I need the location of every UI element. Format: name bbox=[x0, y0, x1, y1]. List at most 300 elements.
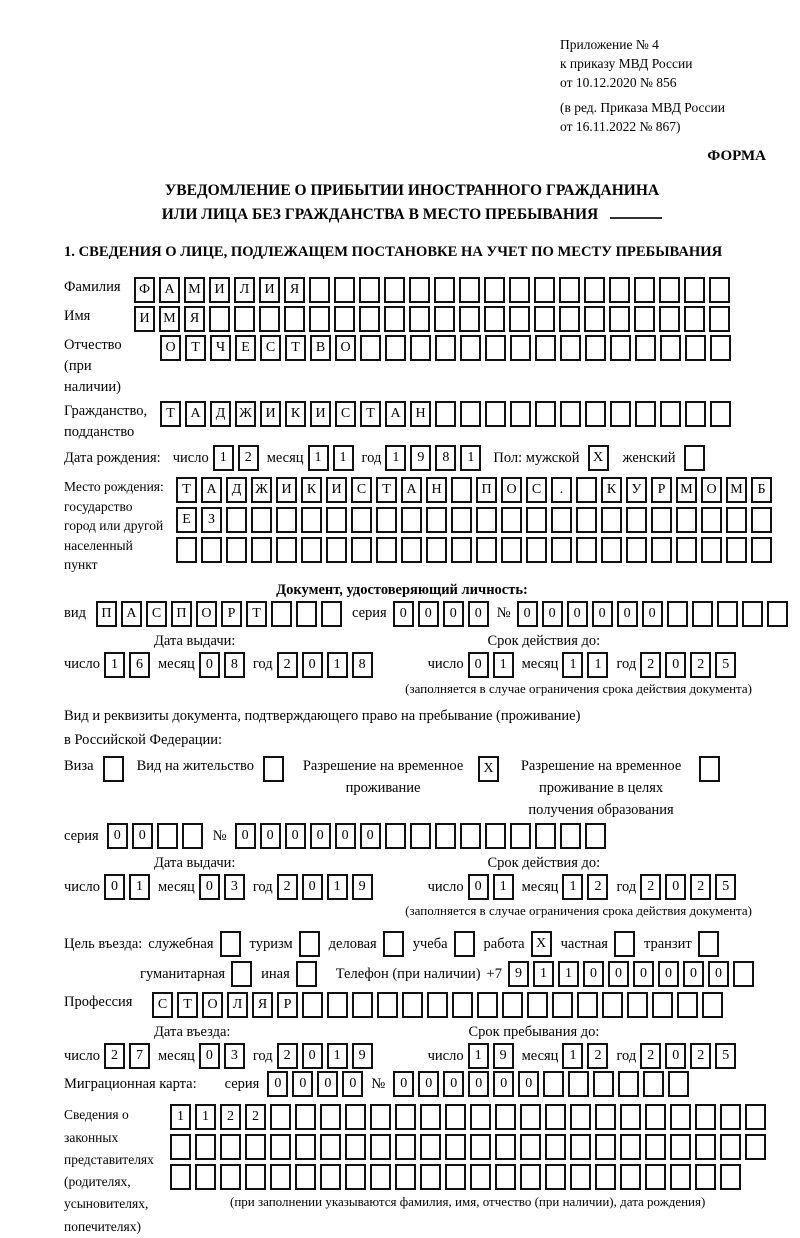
form-cell[interactable] bbox=[376, 537, 397, 563]
form-cell[interactable]: 0 bbox=[285, 823, 306, 849]
form-cell[interactable] bbox=[484, 277, 505, 303]
form-cell[interactable] bbox=[510, 335, 531, 361]
form-cell[interactable] bbox=[545, 1134, 566, 1160]
form-cell[interactable] bbox=[359, 306, 380, 332]
form-cell[interactable]: У bbox=[626, 477, 647, 503]
form-cell[interactable] bbox=[295, 1134, 316, 1160]
form-cell[interactable]: К bbox=[301, 477, 322, 503]
form-cell[interactable]: 1 bbox=[562, 874, 583, 900]
form-cell[interactable] bbox=[560, 335, 581, 361]
form-cell[interactable]: 0 bbox=[665, 1043, 686, 1069]
form-cell[interactable] bbox=[270, 1134, 291, 1160]
form-cell[interactable] bbox=[685, 335, 706, 361]
form-cell[interactable]: О bbox=[160, 335, 181, 361]
form-cell[interactable] bbox=[501, 537, 522, 563]
form-cell[interactable] bbox=[259, 306, 280, 332]
form-cell[interactable]: З bbox=[201, 507, 222, 533]
form-cell[interactable]: М bbox=[159, 306, 180, 332]
form-cell[interactable] bbox=[170, 1134, 191, 1160]
form-cell[interactable]: 1 bbox=[213, 445, 234, 471]
form-cell[interactable] bbox=[670, 1164, 691, 1190]
form-cell[interactable]: 0 bbox=[235, 823, 256, 849]
form-cell[interactable]: А bbox=[401, 477, 422, 503]
form-cell[interactable]: И bbox=[310, 401, 331, 427]
form-cell[interactable] bbox=[585, 823, 606, 849]
form-cell[interactable] bbox=[742, 601, 763, 627]
form-cell[interactable]: 5 bbox=[715, 652, 736, 678]
male-checkbox[interactable] bbox=[588, 445, 609, 471]
form-cell[interactable] bbox=[634, 306, 655, 332]
form-cell[interactable] bbox=[595, 1134, 616, 1160]
form-cell[interactable]: Т bbox=[177, 992, 198, 1018]
form-cell[interactable] bbox=[460, 335, 481, 361]
form-cell[interactable] bbox=[709, 306, 730, 332]
form-cell[interactable] bbox=[320, 1164, 341, 1190]
form-cell[interactable]: 0 bbox=[468, 652, 489, 678]
form-cell[interactable] bbox=[434, 277, 455, 303]
form-cell[interactable]: П bbox=[171, 601, 192, 627]
form-cell[interactable]: 0 bbox=[583, 961, 604, 987]
form-cell[interactable] bbox=[745, 1134, 766, 1160]
form-cell[interactable] bbox=[334, 277, 355, 303]
form-cell[interactable]: О bbox=[335, 335, 356, 361]
form-cell[interactable] bbox=[220, 931, 241, 957]
form-cell[interactable]: 0 bbox=[335, 823, 356, 849]
form-cell[interactable] bbox=[701, 507, 722, 533]
form-cell[interactable] bbox=[377, 992, 398, 1018]
form-cell[interactable]: И bbox=[259, 277, 280, 303]
form-cell[interactable] bbox=[209, 306, 230, 332]
form-cell[interactable]: 8 bbox=[352, 652, 373, 678]
form-cell[interactable]: Н bbox=[410, 401, 431, 427]
form-cell[interactable]: И bbox=[260, 401, 281, 427]
form-cell[interactable]: Л bbox=[227, 992, 248, 1018]
form-cell[interactable]: Л bbox=[234, 277, 255, 303]
form-cell[interactable] bbox=[677, 992, 698, 1018]
form-cell[interactable]: 1 bbox=[533, 961, 554, 987]
form-cell[interactable] bbox=[103, 756, 124, 782]
form-cell[interactable] bbox=[502, 992, 523, 1018]
form-cell[interactable] bbox=[295, 1164, 316, 1190]
form-cell[interactable] bbox=[470, 1134, 491, 1160]
form-cell[interactable] bbox=[684, 445, 705, 471]
form-cell[interactable]: Я bbox=[184, 306, 205, 332]
form-cell[interactable] bbox=[435, 401, 456, 427]
form-cell[interactable]: 2 bbox=[690, 652, 711, 678]
form-cell[interactable] bbox=[684, 277, 705, 303]
form-cell[interactable] bbox=[560, 823, 581, 849]
purpose-transit-checkbox[interactable] bbox=[698, 931, 719, 957]
form-cell[interactable] bbox=[534, 306, 555, 332]
form-cell[interactable] bbox=[551, 537, 572, 563]
form-cell[interactable] bbox=[627, 992, 648, 1018]
form-cell[interactable] bbox=[295, 1104, 316, 1130]
form-cell[interactable] bbox=[485, 401, 506, 427]
form-cell[interactable]: М bbox=[184, 277, 205, 303]
form-cell[interactable] bbox=[176, 537, 197, 563]
form-cell[interactable]: Б bbox=[751, 477, 772, 503]
form-cell[interactable] bbox=[376, 507, 397, 533]
form-cell[interactable] bbox=[454, 931, 475, 957]
form-cell[interactable]: 0 bbox=[642, 601, 663, 627]
form-cell[interactable] bbox=[245, 1134, 266, 1160]
form-cell[interactable] bbox=[420, 1104, 441, 1130]
form-cell[interactable] bbox=[395, 1134, 416, 1160]
form-cell[interactable]: М bbox=[676, 477, 697, 503]
form-cell[interactable] bbox=[717, 601, 738, 627]
form-cell[interactable]: 0 bbox=[292, 1071, 313, 1097]
form-cell[interactable]: Р bbox=[221, 601, 242, 627]
form-cell[interactable]: 0 bbox=[517, 601, 538, 627]
form-cell[interactable]: С bbox=[152, 992, 173, 1018]
form-cell[interactable] bbox=[420, 1164, 441, 1190]
form-cell[interactable]: 1 bbox=[327, 874, 348, 900]
form-cell[interactable] bbox=[510, 401, 531, 427]
form-cell[interactable]: 1 bbox=[104, 652, 125, 678]
form-cell[interactable]: Ж bbox=[251, 477, 272, 503]
form-cell[interactable]: 0 bbox=[393, 601, 414, 627]
form-cell[interactable]: X bbox=[588, 445, 609, 471]
form-cell[interactable]: Т bbox=[285, 335, 306, 361]
form-cell[interactable]: 0 bbox=[567, 601, 588, 627]
form-cell[interactable]: 0 bbox=[199, 652, 220, 678]
form-cell[interactable]: 2 bbox=[640, 1043, 661, 1069]
form-cell[interactable] bbox=[452, 992, 473, 1018]
form-cell[interactable]: 1 bbox=[468, 1043, 489, 1069]
form-cell[interactable]: 0 bbox=[443, 1071, 464, 1097]
form-cell[interactable]: 2 bbox=[220, 1104, 241, 1130]
form-cell[interactable] bbox=[576, 507, 597, 533]
form-cell[interactable] bbox=[701, 537, 722, 563]
form-cell[interactable]: 0 bbox=[260, 823, 281, 849]
form-cell[interactable]: 1 bbox=[493, 652, 514, 678]
form-cell[interactable]: Я bbox=[284, 277, 305, 303]
purpose-other-checkbox[interactable] bbox=[296, 961, 317, 987]
form-cell[interactable] bbox=[559, 306, 580, 332]
form-cell[interactable]: 7 bbox=[129, 1043, 150, 1069]
form-cell[interactable]: 0 bbox=[107, 823, 128, 849]
form-cell[interactable] bbox=[195, 1164, 216, 1190]
form-cell[interactable] bbox=[384, 277, 405, 303]
form-cell[interactable]: Ж bbox=[235, 401, 256, 427]
form-cell[interactable]: 0 bbox=[418, 1071, 439, 1097]
form-cell[interactable] bbox=[651, 507, 672, 533]
form-cell[interactable] bbox=[485, 823, 506, 849]
form-cell[interactable] bbox=[495, 1134, 516, 1160]
form-cell[interactable] bbox=[470, 1104, 491, 1130]
form-cell[interactable]: С bbox=[526, 477, 547, 503]
form-cell[interactable]: 1 bbox=[460, 445, 481, 471]
form-cell[interactable] bbox=[660, 335, 681, 361]
form-cell[interactable]: 9 bbox=[410, 445, 431, 471]
form-cell[interactable] bbox=[585, 335, 606, 361]
form-cell[interactable] bbox=[445, 1104, 466, 1130]
form-cell[interactable]: Т bbox=[185, 335, 206, 361]
form-cell[interactable] bbox=[284, 306, 305, 332]
form-cell[interactable] bbox=[626, 537, 647, 563]
form-cell[interactable]: 5 bbox=[715, 1043, 736, 1069]
form-cell[interactable] bbox=[409, 277, 430, 303]
form-cell[interactable]: 8 bbox=[224, 652, 245, 678]
form-cell[interactable] bbox=[401, 507, 422, 533]
form-cell[interactable] bbox=[195, 1134, 216, 1160]
form-cell[interactable] bbox=[659, 277, 680, 303]
residence-permit-checkbox[interactable] bbox=[263, 756, 284, 782]
form-cell[interactable] bbox=[751, 507, 772, 533]
form-cell[interactable] bbox=[451, 537, 472, 563]
temp-residence-permit-checkbox[interactable] bbox=[478, 756, 499, 782]
purpose-official-checkbox[interactable] bbox=[220, 931, 241, 957]
form-cell[interactable]: 2 bbox=[238, 445, 259, 471]
form-cell[interactable]: 0 bbox=[683, 961, 704, 987]
form-cell[interactable] bbox=[435, 823, 456, 849]
form-cell[interactable] bbox=[692, 601, 713, 627]
form-cell[interactable] bbox=[459, 277, 480, 303]
form-cell[interactable] bbox=[345, 1134, 366, 1160]
form-cell[interactable]: С bbox=[335, 401, 356, 427]
form-cell[interactable] bbox=[460, 401, 481, 427]
form-cell[interactable] bbox=[370, 1134, 391, 1160]
form-cell[interactable] bbox=[451, 477, 472, 503]
form-cell[interactable] bbox=[645, 1134, 666, 1160]
form-cell[interactable]: А bbox=[159, 277, 180, 303]
form-cell[interactable] bbox=[301, 537, 322, 563]
form-cell[interactable]: 0 bbox=[267, 1071, 288, 1097]
form-cell[interactable] bbox=[584, 277, 605, 303]
form-cell[interactable]: 0 bbox=[468, 1071, 489, 1097]
form-cell[interactable] bbox=[570, 1164, 591, 1190]
form-cell[interactable] bbox=[327, 992, 348, 1018]
form-cell[interactable] bbox=[668, 1071, 689, 1097]
form-cell[interactable] bbox=[435, 335, 456, 361]
form-cell[interactable] bbox=[495, 1104, 516, 1130]
form-cell[interactable] bbox=[620, 1164, 641, 1190]
form-cell[interactable] bbox=[477, 992, 498, 1018]
form-cell[interactable] bbox=[383, 931, 404, 957]
form-cell[interactable]: О bbox=[196, 601, 217, 627]
form-cell[interactable] bbox=[626, 507, 647, 533]
form-cell[interactable] bbox=[270, 1164, 291, 1190]
form-cell[interactable]: 0 bbox=[342, 1071, 363, 1097]
purpose-business-checkbox[interactable] bbox=[383, 931, 404, 957]
form-cell[interactable]: А bbox=[121, 601, 142, 627]
purpose-private-checkbox[interactable] bbox=[614, 931, 635, 957]
form-cell[interactable] bbox=[643, 1071, 664, 1097]
form-cell[interactable] bbox=[326, 537, 347, 563]
form-cell[interactable] bbox=[410, 823, 431, 849]
form-cell[interactable]: X bbox=[531, 931, 552, 957]
form-cell[interactable]: 0 bbox=[542, 601, 563, 627]
form-cell[interactable] bbox=[495, 1164, 516, 1190]
form-cell[interactable] bbox=[309, 277, 330, 303]
form-cell[interactable]: 2 bbox=[245, 1104, 266, 1130]
form-cell[interactable] bbox=[699, 756, 720, 782]
form-cell[interactable] bbox=[560, 401, 581, 427]
form-cell[interactable] bbox=[534, 277, 555, 303]
visa-checkbox[interactable] bbox=[103, 756, 124, 782]
form-cell[interactable] bbox=[509, 277, 530, 303]
form-cell[interactable]: 0 bbox=[617, 601, 638, 627]
form-cell[interactable]: 8 bbox=[435, 445, 456, 471]
form-cell[interactable]: 0 bbox=[658, 961, 679, 987]
form-cell[interactable] bbox=[526, 507, 547, 533]
form-cell[interactable]: О bbox=[501, 477, 522, 503]
form-cell[interactable] bbox=[698, 931, 719, 957]
form-cell[interactable] bbox=[345, 1104, 366, 1130]
form-cell[interactable]: И bbox=[276, 477, 297, 503]
form-cell[interactable]: 0 bbox=[468, 601, 489, 627]
form-cell[interactable] bbox=[326, 507, 347, 533]
form-cell[interactable]: 3 bbox=[224, 874, 245, 900]
form-cell[interactable]: Д bbox=[226, 477, 247, 503]
form-cell[interactable]: 2 bbox=[690, 874, 711, 900]
form-cell[interactable] bbox=[401, 537, 422, 563]
form-cell[interactable] bbox=[220, 1134, 241, 1160]
form-cell[interactable] bbox=[577, 992, 598, 1018]
form-cell[interactable] bbox=[576, 537, 597, 563]
form-cell[interactable]: П bbox=[476, 477, 497, 503]
form-cell[interactable]: 0 bbox=[199, 874, 220, 900]
form-cell[interactable] bbox=[426, 537, 447, 563]
form-cell[interactable] bbox=[245, 1164, 266, 1190]
form-cell[interactable]: 1 bbox=[385, 445, 406, 471]
form-cell[interactable]: В bbox=[310, 335, 331, 361]
form-cell[interactable]: 9 bbox=[508, 961, 529, 987]
form-cell[interactable]: И bbox=[134, 306, 155, 332]
form-cell[interactable]: 0 bbox=[104, 874, 125, 900]
form-cell[interactable] bbox=[520, 1164, 541, 1190]
form-cell[interactable] bbox=[520, 1104, 541, 1130]
form-cell[interactable] bbox=[302, 992, 323, 1018]
form-cell[interactable] bbox=[726, 507, 747, 533]
form-cell[interactable]: 2 bbox=[277, 1043, 298, 1069]
form-cell[interactable] bbox=[520, 1134, 541, 1160]
form-cell[interactable] bbox=[676, 507, 697, 533]
form-cell[interactable]: 2 bbox=[690, 1043, 711, 1069]
form-cell[interactable]: 3 bbox=[224, 1043, 245, 1069]
form-cell[interactable] bbox=[345, 1164, 366, 1190]
form-cell[interactable] bbox=[551, 507, 572, 533]
form-cell[interactable]: С bbox=[351, 477, 372, 503]
form-cell[interactable]: Е bbox=[235, 335, 256, 361]
form-cell[interactable] bbox=[720, 1104, 741, 1130]
purpose-study-checkbox[interactable] bbox=[454, 931, 475, 957]
form-cell[interactable] bbox=[299, 931, 320, 957]
form-cell[interactable] bbox=[360, 335, 381, 361]
form-cell[interactable] bbox=[434, 306, 455, 332]
form-cell[interactable] bbox=[635, 335, 656, 361]
form-cell[interactable]: 1 bbox=[327, 1043, 348, 1069]
form-cell[interactable]: Ч bbox=[210, 335, 231, 361]
form-cell[interactable] bbox=[645, 1104, 666, 1130]
form-cell[interactable]: 0 bbox=[708, 961, 729, 987]
form-cell[interactable] bbox=[552, 992, 573, 1018]
form-cell[interactable] bbox=[395, 1104, 416, 1130]
form-cell[interactable] bbox=[595, 1104, 616, 1130]
female-checkbox[interactable] bbox=[684, 445, 705, 471]
form-cell[interactable]: 1 bbox=[562, 1043, 583, 1069]
form-cell[interactable] bbox=[476, 537, 497, 563]
form-cell[interactable] bbox=[685, 401, 706, 427]
form-cell[interactable] bbox=[543, 1071, 564, 1097]
form-cell[interactable] bbox=[276, 507, 297, 533]
form-cell[interactable]: А bbox=[185, 401, 206, 427]
form-cell[interactable]: Р bbox=[651, 477, 672, 503]
form-cell[interactable]: Д bbox=[210, 401, 231, 427]
form-cell[interactable]: 2 bbox=[640, 874, 661, 900]
form-cell[interactable]: П bbox=[96, 601, 117, 627]
form-cell[interactable]: И bbox=[209, 277, 230, 303]
form-cell[interactable]: К bbox=[285, 401, 306, 427]
form-cell[interactable] bbox=[321, 601, 342, 627]
form-cell[interactable] bbox=[609, 306, 630, 332]
form-cell[interactable] bbox=[595, 1164, 616, 1190]
form-cell[interactable]: А bbox=[201, 477, 222, 503]
form-cell[interactable] bbox=[510, 823, 531, 849]
form-cell[interactable] bbox=[726, 537, 747, 563]
form-cell[interactable] bbox=[660, 401, 681, 427]
form-cell[interactable] bbox=[445, 1134, 466, 1160]
form-cell[interactable] bbox=[602, 992, 623, 1018]
form-cell[interactable]: Р bbox=[277, 992, 298, 1018]
form-cell[interactable] bbox=[667, 601, 688, 627]
form-cell[interactable]: 0 bbox=[493, 1071, 514, 1097]
form-cell[interactable] bbox=[320, 1104, 341, 1130]
form-cell[interactable]: 6 bbox=[129, 652, 150, 678]
form-cell[interactable] bbox=[334, 306, 355, 332]
form-cell[interactable]: А bbox=[385, 401, 406, 427]
form-cell[interactable]: О bbox=[202, 992, 223, 1018]
form-cell[interactable]: 2 bbox=[587, 874, 608, 900]
form-cell[interactable] bbox=[709, 277, 730, 303]
form-cell[interactable]: С bbox=[260, 335, 281, 361]
form-cell[interactable]: С bbox=[146, 601, 167, 627]
form-cell[interactable] bbox=[296, 961, 317, 987]
form-cell[interactable] bbox=[370, 1104, 391, 1130]
form-cell[interactable]: 1 bbox=[129, 874, 150, 900]
form-cell[interactable]: 0 bbox=[518, 1071, 539, 1097]
form-cell[interactable] bbox=[271, 601, 292, 627]
form-cell[interactable]: Т bbox=[246, 601, 267, 627]
form-cell[interactable] bbox=[702, 992, 723, 1018]
form-cell[interactable] bbox=[226, 537, 247, 563]
form-cell[interactable]: 2 bbox=[587, 1043, 608, 1069]
form-cell[interactable] bbox=[733, 961, 754, 987]
form-cell[interactable] bbox=[710, 335, 731, 361]
form-cell[interactable] bbox=[320, 1134, 341, 1160]
form-cell[interactable] bbox=[296, 601, 317, 627]
form-cell[interactable] bbox=[351, 537, 372, 563]
form-cell[interactable]: 1 bbox=[333, 445, 354, 471]
form-cell[interactable]: 0 bbox=[310, 823, 331, 849]
form-cell[interactable] bbox=[459, 306, 480, 332]
form-cell[interactable] bbox=[170, 1164, 191, 1190]
form-cell[interactable] bbox=[276, 537, 297, 563]
form-cell[interactable] bbox=[485, 335, 506, 361]
form-cell[interactable] bbox=[157, 823, 178, 849]
form-cell[interactable] bbox=[370, 1164, 391, 1190]
form-cell[interactable] bbox=[251, 507, 272, 533]
form-cell[interactable]: 0 bbox=[592, 601, 613, 627]
form-cell[interactable] bbox=[359, 277, 380, 303]
form-cell[interactable] bbox=[620, 1134, 641, 1160]
form-cell[interactable] bbox=[684, 306, 705, 332]
form-cell[interactable]: 0 bbox=[608, 961, 629, 987]
form-cell[interactable] bbox=[426, 507, 447, 533]
form-cell[interactable]: М bbox=[726, 477, 747, 503]
form-cell[interactable] bbox=[309, 306, 330, 332]
form-cell[interactable]: 5 bbox=[715, 874, 736, 900]
